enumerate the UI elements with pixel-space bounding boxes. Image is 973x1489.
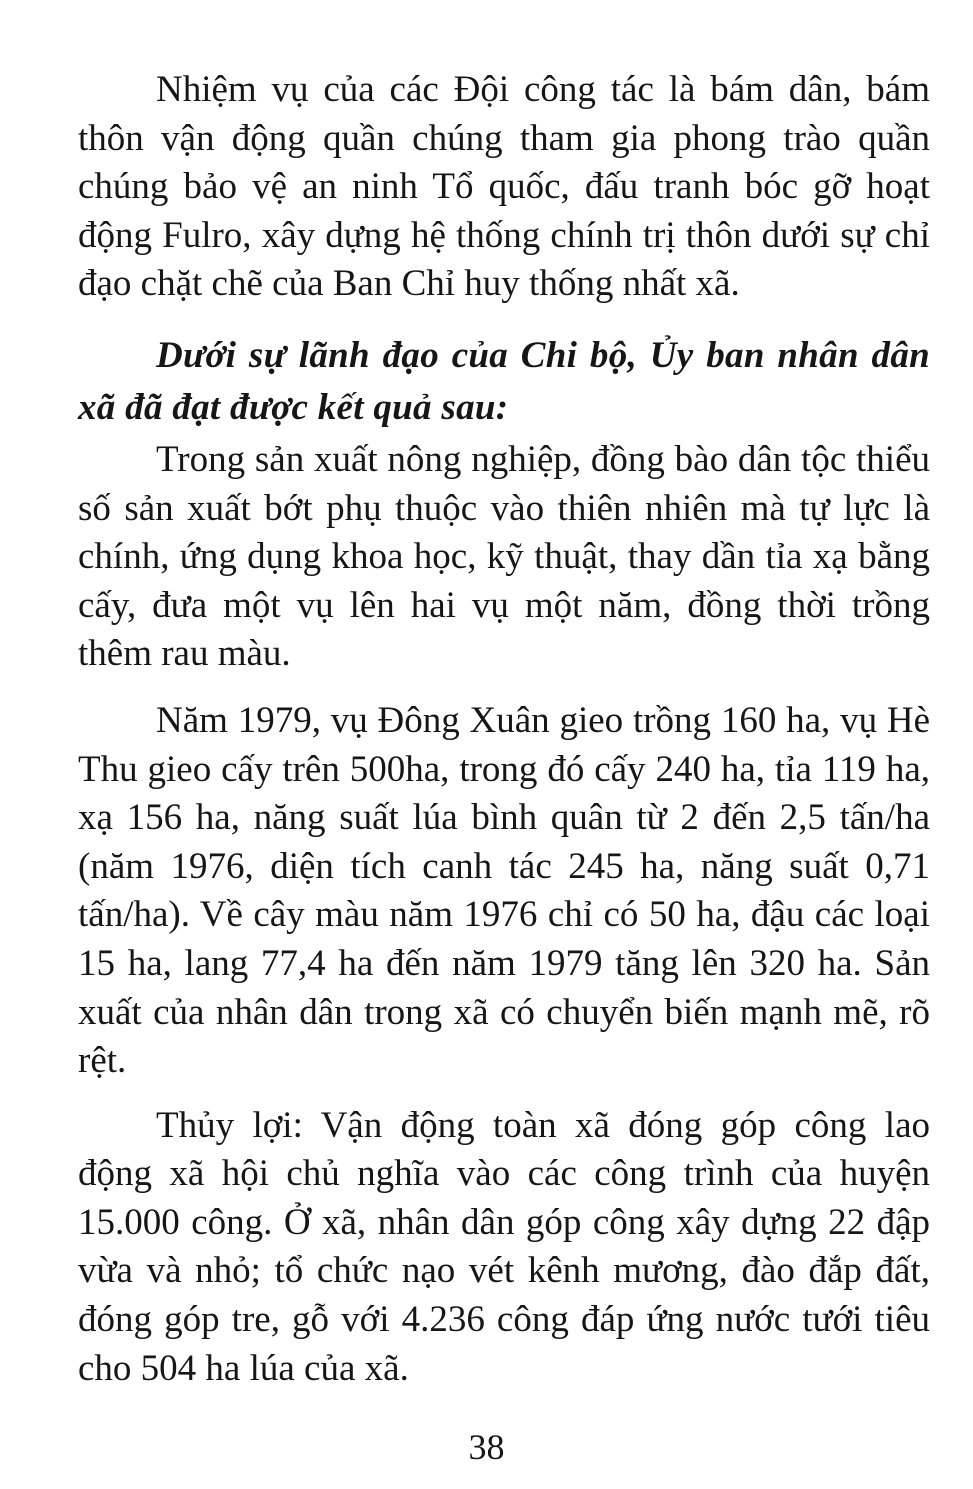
paragraph-work-teams: Nhiệm vụ của các Đội công tác là bám dân, bám thôn vận động quần chúng tham gia phong trào quần chúng bảo vệ an ninh Tổ quốc, đấu tranh bóc gỡ hoạt động Fulro, xây dựng hệ thống chính trị thôn dưới sự chỉ đạo chặt chẽ của Ban Chỉ huy thống nhất xã. [78,69,930,305]
paragraph-irrigation: Thủy lợi: Vận động toàn xã đóng góp công lao động xã hội chủ nghĩa vào các công trình của huyện 15.000 công. Ở xã, nhân dân góp công xây dựng 22 đập vừa và nhỏ; tổ chức nạo vét kênh mương, đào đắp đất, đóng góp tre, gỗ với 4.236 công đáp ứng nước tưới tiêu cho 504 ha lúa của xã. [78,1104,930,1389]
paragraph-1979-harvest: Năm 1979, vụ Đông Xuân gieo trồng 160 ha, vụ Hè Thu gieo cấy trên 500ha, trong đó cấy 240 ha, tỉa 119 ha, xạ 156 ha, năng suất lúa bình quân từ 2 đến 2,5 tấn/ha (năm 1976, diện tích canh tác 245 ha, năng suất 0,71 tấn/ha). Về cây màu năm 1976 chỉ có 50 ha, đậu các loại 15 ha, lang 77,4 ha đến năm 1979 tăng lên 320 ha. Sản xuất của nhân dân trong xã có chuyển biến mạnh mẽ, rõ rệt. [78,699,930,1082]
page-number: 38 [468,1427,505,1467]
section-heading-results: Dưới sự lãnh đạo của Chi bộ, Ủy ban nhân dân xã đã đạt được kết quả sau: [78,334,930,428]
paragraph-agriculture: Trong sản xuất nông nghiệp, đồng bào dân tộc thiểu số sản xuất bớt phụ thuộc vào thiên nhiên mà tự lực là chính, ứng dụng khoa học, kỹ thuật, thay dần tỉa xạ bằng cấy, đưa một vụ lên hai vụ một năm, đồng thời trồng thêm rau màu. [78,438,930,675]
page-body [78,66,930,1393]
